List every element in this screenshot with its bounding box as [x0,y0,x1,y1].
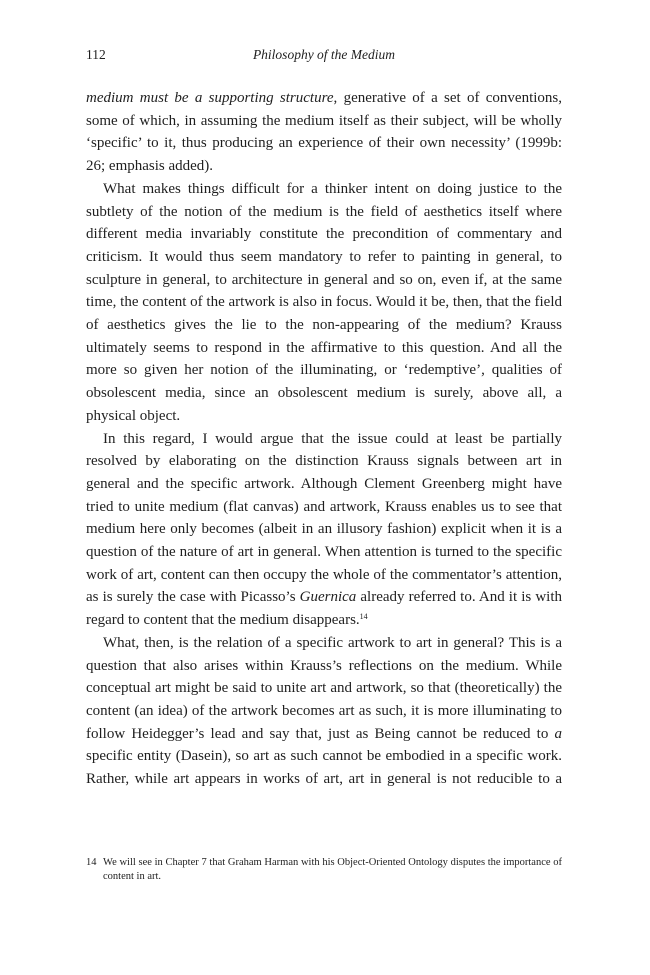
page-header [86,46,562,64]
footnote-text: We will see in Chapter 7 that Graham Harman with his Object-Oriented Ontology disputes the importance of content in art. [103,857,562,882]
emphasis-text: medium must be a supporting structure [86,90,334,106]
footnote [86,856,562,883]
footnote-reference[interactable]: 14 [359,612,368,622]
page-number: 112 [86,47,106,62]
body-text [86,87,562,791]
paragraph-text: , generative of a set of conventions, some of which, in assuming the medium itself as their subject, will be wholly ‘specific’ to it, thus producing an experience of their own necessity’ (1999b: 26; emphasis added). [86,90,562,175]
footnote-number: 14 [86,857,97,868]
paragraph-text: specific entity (Dasein), so art as such cannot be embodied in a specific work. Rather, while art appears in works of art, art in general is not reducible to a [86,748,562,788]
paragraph-text: In this regard, I would argue that the issue could at least be partially resolved by elaborating on the distinction Krauss signals between art in general and the specific artwork. Although Clement Greenberg might have tried to unite medium (flat canvas) and artwork, Krauss enables us to see that medium here only becomes (albeit in an illusory fashion) explicit when it is a question of the nature of art in general. When attention is turned to the specific work of art, content can then occupy the whole of the commentator’s attention, as is surely the case with Picasso’s [86,430,562,606]
emphasis-text: a [554,725,562,742]
paragraph: What makes things difficult for a thinker intent on doing justice to the subtlety of the notion of the medium is the field of aesthetics itself where different media invariably constitute the precondition of commentary and criticism. It would thus seem mandatory to refer to painting in general, to sculpture in general, to architecture in general and so on, even if, at the same time, the content of the artwork is also in focus. Would it be, then, that the field of aesthetics gives the lie to the non-appearing of the medium? Krauss ultimately seems to respond in the affirmative to this question. And all the more so given her notion of the illuminating, or ‘redemptive’, qualities of obsolescent media, since an obsolescent medium is surely, above all, a physical object. [86,180,562,424]
paragraph [86,632,562,791]
paragraph-continuation [86,87,562,178]
running-head: Philosophy of the Medium [252,47,396,62]
paragraph [86,428,562,632]
paragraph-text: What, then, is the relation of a specific artwork to art in general? This is a question that also arises within Krauss’s reflections on the medium. While conceptual art might be said to unite art and artwork, so that (theoretically) the content (an idea) of the artwork becomes art as such, it is more illuminating to follow Heidegger’s lead and say that, just as Being cannot be reduced to [86,634,562,742]
artwork-title: Guernica [299,589,357,606]
paragraph-text: already referred to. And it is with regard to content that the medium disappears. [86,589,562,629]
